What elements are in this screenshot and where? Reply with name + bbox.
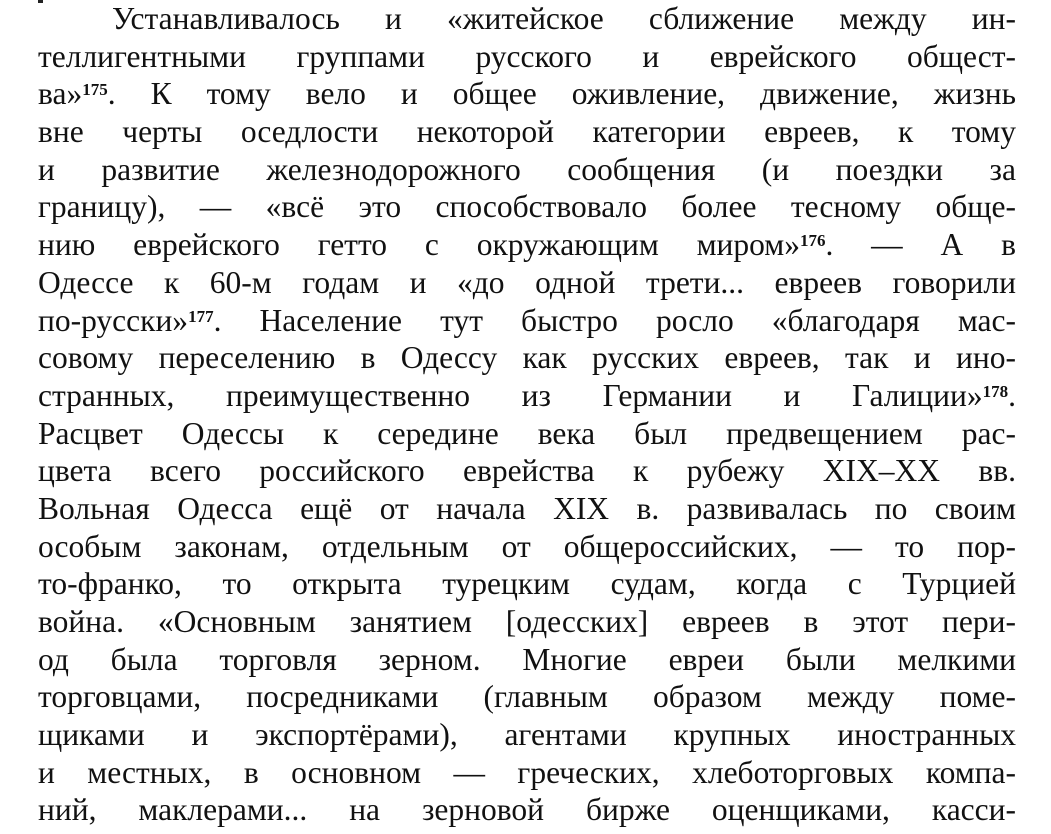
- text-line: [38, 565, 1016, 603]
- text-segment: совому переселению в Одессу как русских евреев, так и ино-: [38, 340, 1016, 376]
- text-segment: .: [1008, 377, 1016, 413]
- footnote-reference: 178: [982, 381, 1009, 401]
- text-line: [38, 377, 1016, 415]
- text-segment: странных, преимущественно из Германии и Галиции»: [38, 377, 983, 413]
- text-line: [38, 641, 1016, 679]
- footnote-reference: 176: [799, 231, 826, 251]
- text-segment: границу), — «всё это способствовало более тесному обще-: [38, 189, 1016, 225]
- text-segment: ний, маклерами... на зерновой бирже оценщиками, касси-: [38, 792, 1016, 828]
- text-segment: Расцвет Одессы к середине века был предвещением рас-: [38, 415, 1016, 451]
- text-segment: и местных, в основном — греческих, хлеботорговых компа-: [38, 754, 1016, 790]
- footnote-reference: 175: [82, 80, 108, 100]
- footnote-reference: 177: [188, 306, 214, 326]
- text-segment: щиками и экспортёрами), агентами крупных иностранных: [38, 717, 1016, 753]
- text-line: [38, 490, 1016, 528]
- text-segment: нию еврейского гетто с окружающим миром»: [38, 227, 800, 263]
- text-segment: то-франко, то открыта турецким судам, когда с Турцией: [38, 566, 1016, 602]
- text-line: [38, 113, 1016, 151]
- text-line: [38, 188, 1016, 226]
- text-segment: война. «Основным занятием [одесских] евреев в этот пери-: [38, 604, 1016, 639]
- text-line: [38, 528, 1016, 566]
- text-segment: . Население тут быстро росло «благодаря мас-: [213, 302, 1016, 338]
- text-line: [38, 678, 1016, 716]
- text-line: [38, 754, 1016, 792]
- text-line: [38, 716, 1016, 754]
- text-line: [38, 603, 1016, 641]
- text-line: [38, 415, 1016, 453]
- text-line: [38, 226, 1016, 264]
- text-segment: теллигентными группами русского и еврейского общест-: [38, 38, 1016, 74]
- text-segment: Вольная Одесса ещё от начала XIX в. развивалась по своим: [38, 490, 1016, 526]
- text-segment: по-русски»: [38, 302, 189, 338]
- text-segment: ва»: [38, 76, 83, 112]
- text-segment: . К тому вело и общее оживление, движение, жизнь: [107, 76, 1016, 112]
- text-line: [38, 38, 1016, 76]
- text-segment: Одессе к 60-м годам и «до одной трети... евреев говорили: [38, 264, 1016, 300]
- text-line: [38, 302, 1016, 340]
- text-segment: . — А в: [825, 227, 1016, 263]
- text-segment: од была торговля зерном. Многие евреи были мелкими: [38, 641, 1016, 677]
- text-segment: торговцами, посредниками (главным образом между поме-: [38, 679, 1016, 715]
- text-line: [38, 151, 1016, 189]
- document-page: [38, 0, 1016, 834]
- text-segment: особым законам, отдельным от общероссийских, — то пор-: [38, 528, 1016, 564]
- text-line: [38, 75, 1016, 113]
- text-segment: цвета всего российского еврейства к рубежу XIX–XX вв.: [38, 453, 1016, 489]
- text-line: [38, 264, 1016, 302]
- text-segment: и развитие железнодорожного сообщения (и поездки за: [38, 151, 1016, 187]
- text-line: [38, 339, 1016, 377]
- text-segment: вне черты оседлости некоторой категории евреев, к тому: [38, 114, 1016, 150]
- text-line: [38, 452, 1016, 490]
- text-line: [38, 791, 1016, 829]
- text-line: [38, 0, 1016, 38]
- text-segment: Устанавливалось и «житейское сближение между ин-: [112, 1, 1016, 36]
